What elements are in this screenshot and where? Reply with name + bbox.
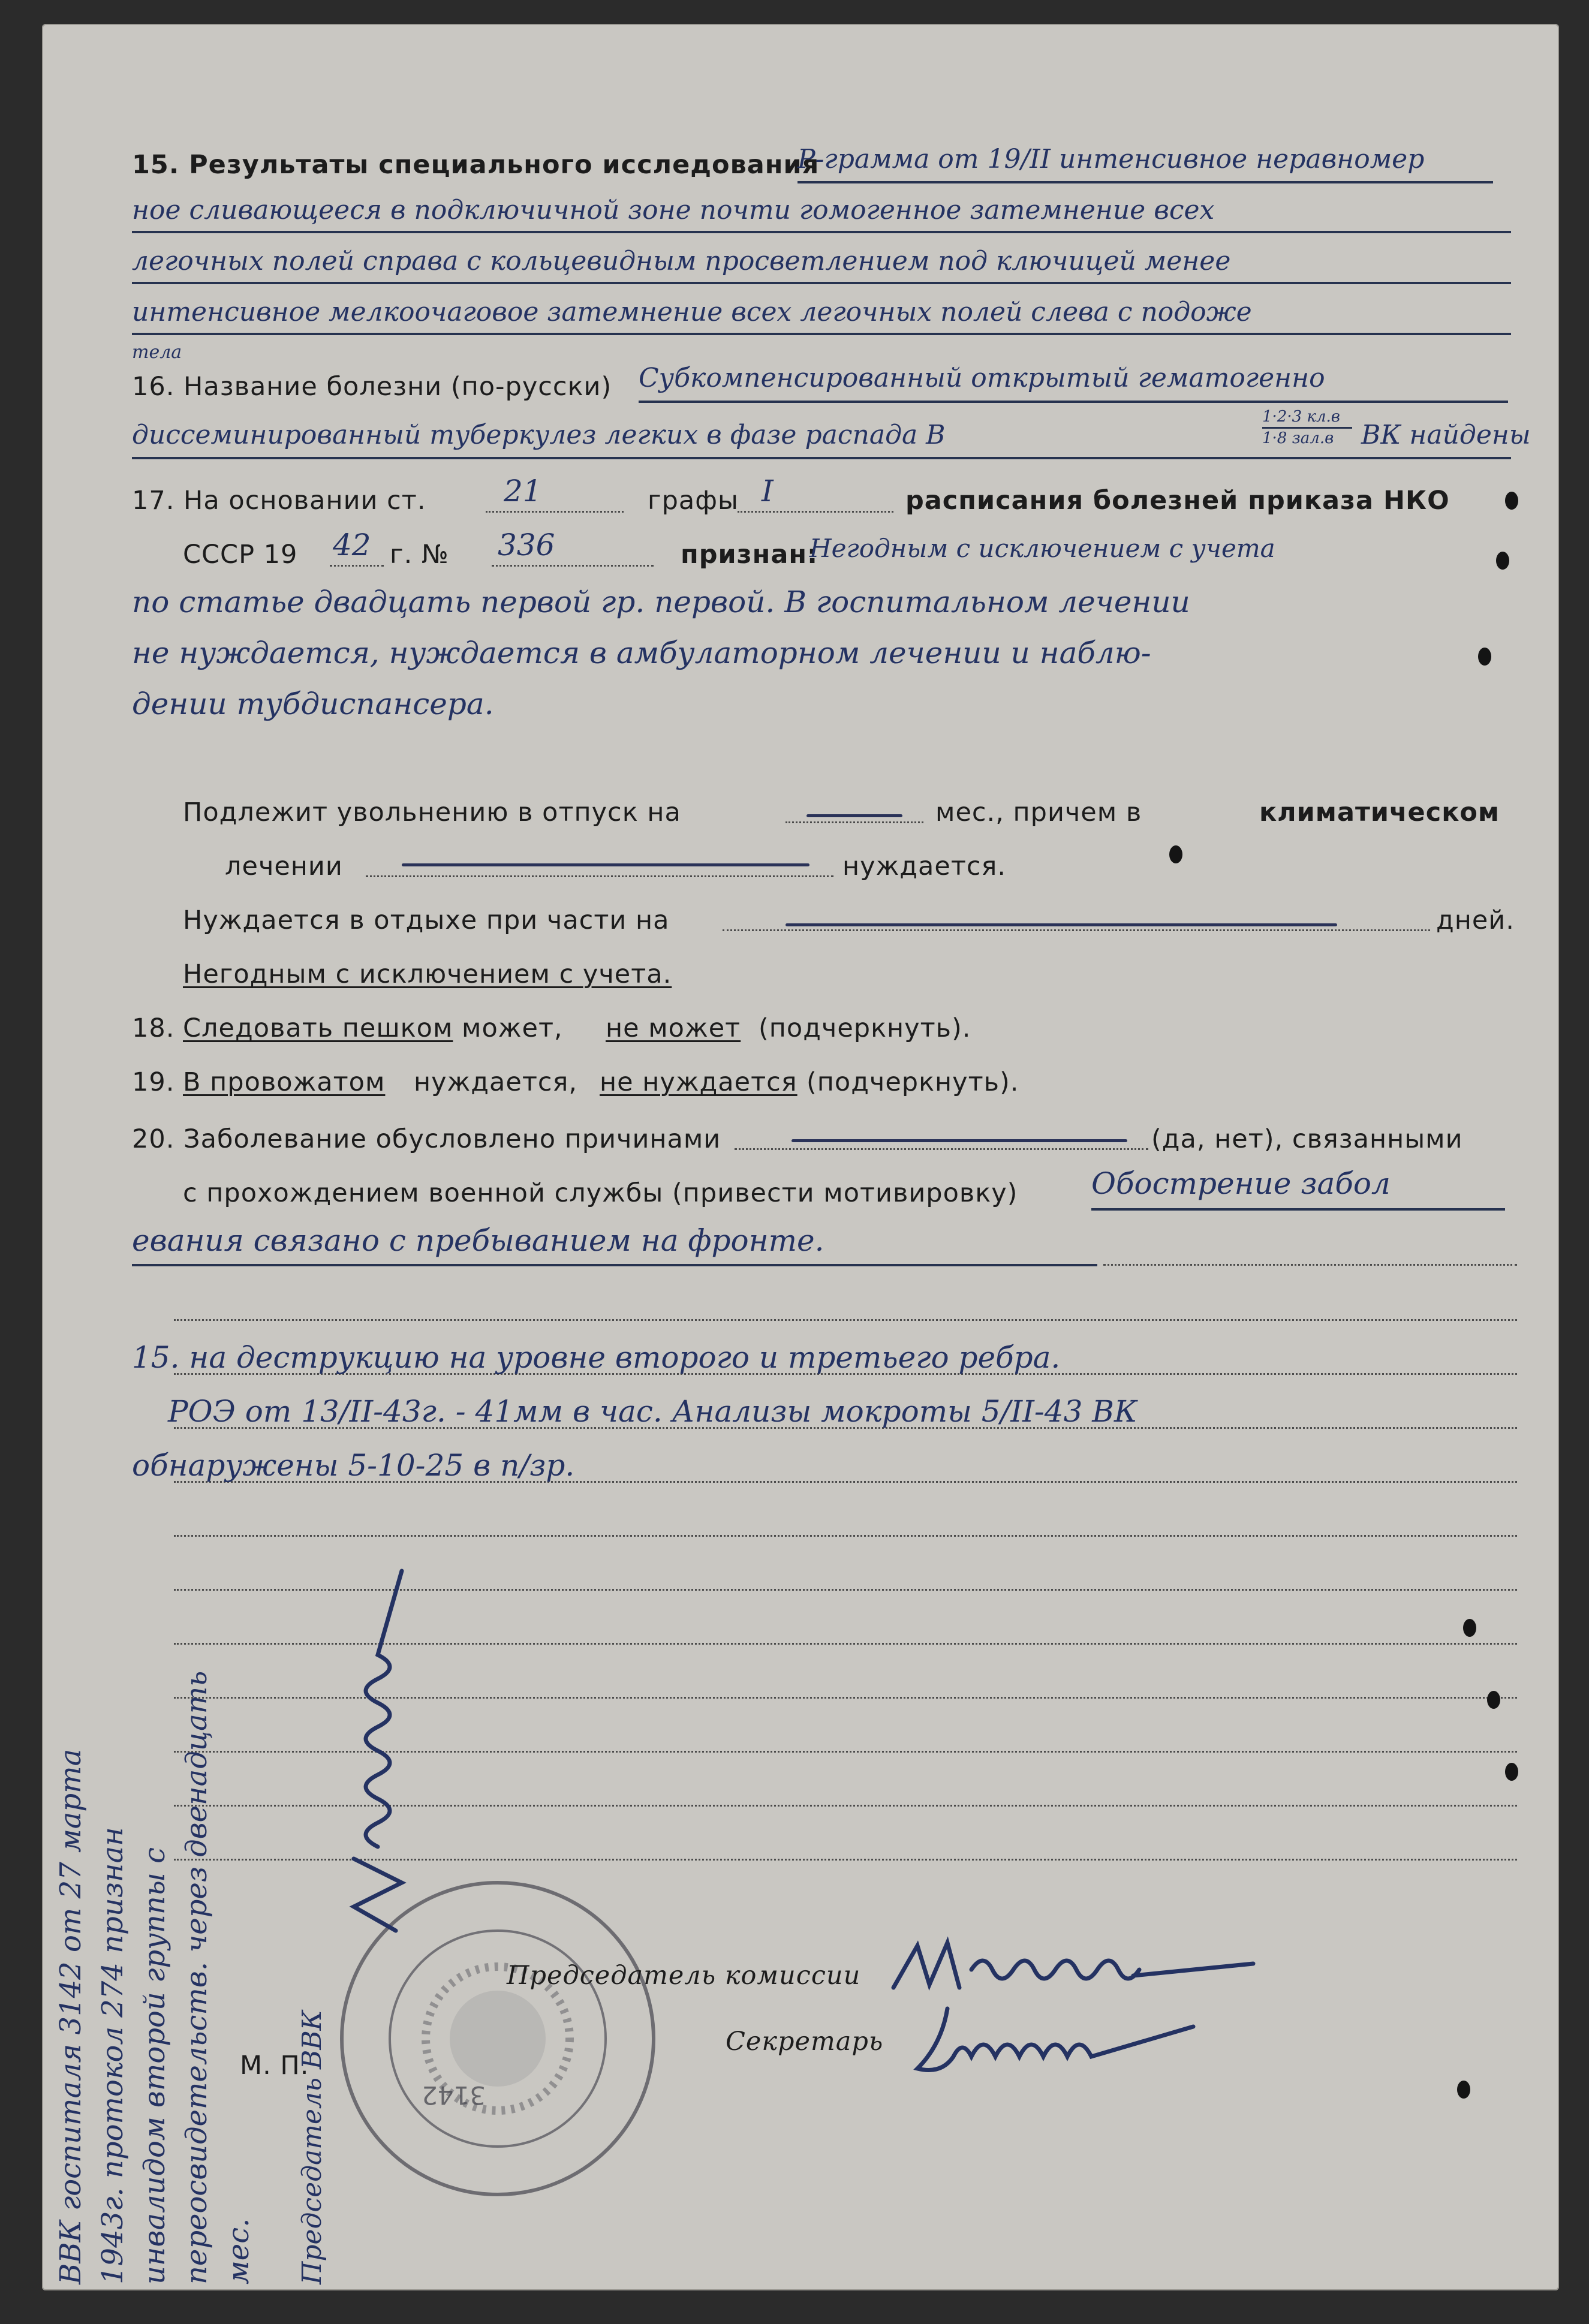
secretary-signature [911, 1997, 1223, 2087]
stamp-number: 3142 [422, 2081, 486, 2110]
leave-months-line [786, 821, 923, 823]
item17-schedule: расписания болезней приказа НКО [905, 486, 1450, 516]
item17-grafy: I [762, 474, 774, 508]
item15-underline-2 [132, 231, 1511, 233]
item17-year: 42 [333, 528, 371, 562]
item17-year-line [330, 565, 384, 567]
item15-underline-1 [797, 181, 1493, 183]
ruled-line [174, 1535, 1517, 1537]
item19-d: (подчеркнуть). [806, 1067, 1019, 1097]
leave-climatic-line [366, 875, 833, 877]
item20-line1-a: 20. Заболевание обусловлено причинами [132, 1124, 721, 1154]
punch-hole [1169, 845, 1182, 863]
item20-hw-underline-2 [132, 1264, 1097, 1266]
item20-causes-dash [792, 1139, 1127, 1142]
item16-hw-2: диссеминированный туберкулез легких в фазе распада В [132, 420, 946, 450]
item17-hw-3: не нуждается, нуждается в амбулаторном лечении и наблю- [132, 636, 1151, 670]
document-sheet [42, 24, 1559, 2290]
unfit-text: Негодным с исключением с учета. [183, 959, 672, 989]
item15-hw-3: легочных полей справа с кольцевидным просветлением под ключицей менее [132, 246, 1231, 276]
leave-line1-bold: климатическом [1259, 797, 1500, 827]
item17-article: 21 [504, 474, 542, 508]
ruled-line [174, 1319, 1517, 1321]
item15-hw-4: интенсивное мелкоочаговое затемнение всех легочных полей слева с подоже [132, 297, 1252, 327]
item16-underline-1 [639, 401, 1508, 403]
item18-b: может, [462, 1013, 563, 1043]
punch-hole [1478, 648, 1491, 666]
punch-hole [1487, 1691, 1500, 1709]
item20-hw-2: евания связано с пребыванием на фронте. [132, 1223, 824, 1258]
item16-fraction-bottom: 1·8 зал.в [1262, 429, 1334, 447]
item15-hw-1: Р-грамма от 19/II интенсивное неравномер [797, 144, 1425, 174]
item17-ussr-label: СССР 19 [183, 540, 298, 570]
item16-insert-above: тела [132, 342, 182, 363]
item15-underline-3 [132, 282, 1511, 284]
item20-line2: с прохождением военной службы (привести мотивировку) [183, 1178, 1018, 1208]
leave-line1-b: мес., причем в [935, 797, 1142, 827]
item18-c: не может [606, 1013, 741, 1043]
item19-c: не нуждается [600, 1067, 797, 1097]
item20-hw-1: Обострение забол [1091, 1166, 1391, 1201]
punch-hole [1505, 1763, 1518, 1781]
item20-line1-b: (да, нет), связанными [1151, 1124, 1463, 1154]
chair-label: Председатель комиссии [507, 1961, 861, 1991]
item18-a: Следовать пешком [183, 1013, 453, 1043]
notes-hw-2: РОЭ от 13/II-43г. - 41мм в час. Анализы мокроты 5/II-43 ВК [168, 1394, 1137, 1429]
item16-fraction-bar [1262, 427, 1352, 429]
item17-year-suffix: г. № [390, 540, 449, 570]
rest-dash [786, 923, 1337, 926]
notes-hw-1: 15. на деструкцию на уровне второго и третьего ребра. [132, 1340, 1061, 1375]
item15-underline-4 [132, 333, 1511, 335]
secretary-label: Секретарь [726, 2027, 884, 2057]
punch-hole [1463, 1619, 1476, 1637]
margin-note-3: инвалидом второй группы с [138, 1847, 171, 2284]
item19-num: 19. [132, 1067, 175, 1097]
margin-note-1: ВВК госпиталя 3142 от 27 марта [54, 1748, 88, 2284]
item16-label: 16. Название болезни (по-русски) [132, 372, 612, 402]
margin-note-4: переосвидетельств. через двенадцать [180, 1670, 213, 2284]
item17-grafy-label: графы [648, 486, 739, 516]
item17-order-line [492, 565, 654, 567]
item20-line-fill [1103, 1264, 1517, 1266]
item16-hw-3: ВК найдены [1361, 420, 1531, 450]
item20-hw-underline-1 [1091, 1208, 1505, 1211]
rest-line [723, 929, 1430, 931]
item16-fraction-top: 1·2·3 кл.в [1262, 408, 1340, 426]
leave-line2-a: лечении [225, 851, 343, 881]
item16-underline-2 [132, 457, 1511, 459]
punch-hole [1496, 552, 1509, 570]
rest-b: дней. [1436, 905, 1515, 935]
rest-a: Нуждается в отдыхе при части на [183, 905, 670, 935]
item17-recognized-label: признан: [681, 540, 818, 570]
margin-signature [330, 1559, 426, 1943]
margin-note-2: 1943г. протокол 274 признан [96, 1827, 130, 2284]
item15-label: 15. Результаты специального исследования [132, 150, 820, 180]
leave-months-dash [806, 814, 902, 817]
item20-causes-line [735, 1148, 1148, 1150]
item17-hw-2: по статье двадцать первой гр. первой. В госпитальном лечении [132, 585, 1190, 619]
item15-hw-2: ное сливающееся в подключичной зоне почти гомогенное затемнение всех [132, 195, 1215, 225]
item18-d: (подчеркнуть). [759, 1013, 971, 1043]
item17-article-line [486, 511, 624, 513]
margin-chair-note: Председатель ВВК [297, 2010, 327, 2284]
item17-hw-4: дении тубдиспансера. [132, 687, 494, 721]
item19-b: нуждается, [414, 1067, 578, 1097]
notes-hw-3: обнаружены 5-10-25 в п/зр. [132, 1448, 575, 1483]
punch-hole [1457, 2081, 1470, 2099]
item16-hw-1: Субкомпенсированный открытый гематогенно [639, 363, 1325, 393]
item17-prefix: 17. На основании ст. [132, 486, 426, 516]
punch-hole [1505, 492, 1518, 510]
leave-line1-a: Подлежит увольнению в отпуск на [183, 797, 681, 827]
item17-grafy-line [738, 511, 893, 513]
item19-a: В провожатом [183, 1067, 386, 1097]
item18-num: 18. [132, 1013, 175, 1043]
margin-note-5: мес. [222, 2218, 255, 2284]
leave-line2-b: нуждается. [842, 851, 1007, 881]
mp-label: М. П. [240, 2051, 309, 2081]
leave-climatic-dash [402, 863, 809, 866]
item17-hw-1: Негодным с исключением с учета [809, 534, 1275, 563]
item17-order-no: 336 [498, 528, 555, 562]
